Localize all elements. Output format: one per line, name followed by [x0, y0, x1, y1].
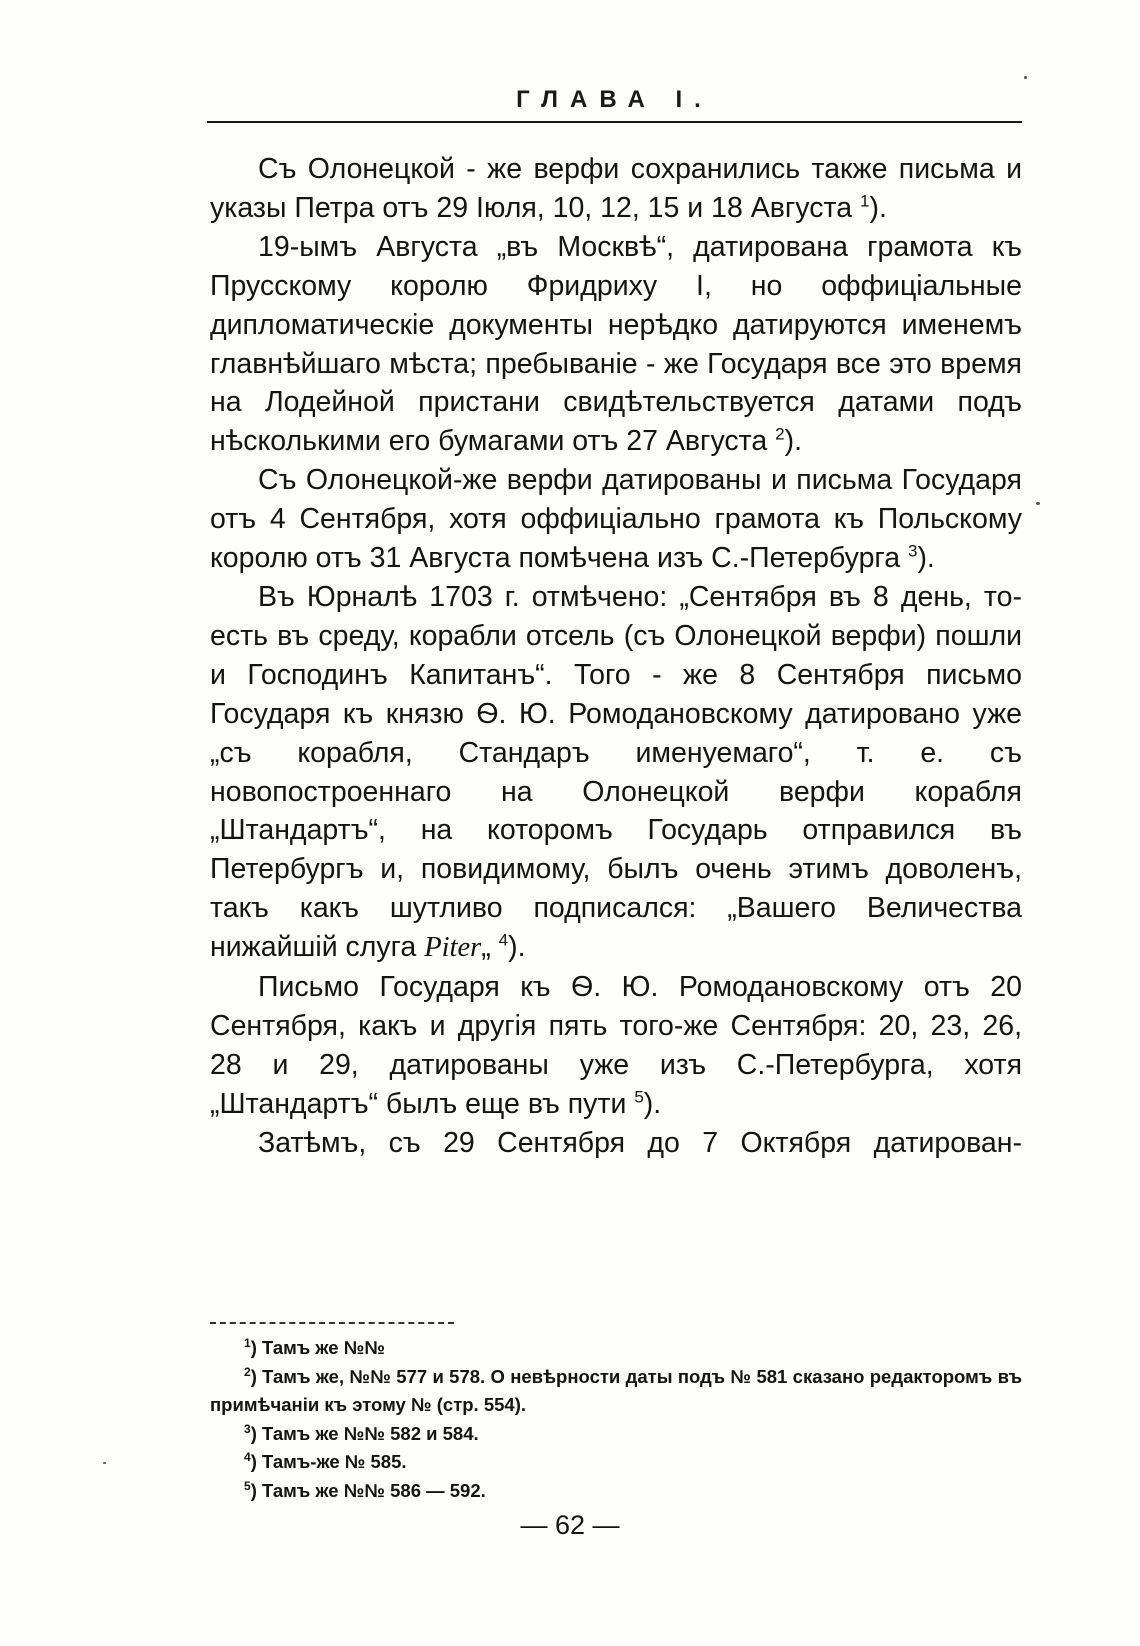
- footnote-ref: 5: [634, 1087, 644, 1107]
- paragraph-end: ).: [869, 191, 887, 224]
- footnote-mark: 2: [244, 1364, 251, 1379]
- paragraph-text: Съ Олонецкой - же верфи сохранились также письма и указы Петра отъ 29 Іюля, 10, 12, 15 и 18 Августа: [210, 153, 1022, 224]
- paragraph: [210, 461, 1022, 578]
- footnote: [210, 1477, 1022, 1506]
- footnote-mark: 1: [244, 1335, 251, 1350]
- signature-piter: Piter: [424, 932, 482, 964]
- paragraph: [210, 578, 1022, 968]
- page-number: — 62 —: [520, 1510, 620, 1540]
- header-rule: [207, 121, 1022, 123]
- paragraph-end: ).: [643, 1087, 662, 1120]
- paragraph-end: ).: [917, 542, 935, 575]
- footnote-text: ) Тамъ же, №№ 577 и 578. О невѣрности даты подъ № 581 сказано редакторомъ въ примѣчаніи къ этому № (стр. 554).: [210, 1365, 1022, 1415]
- closing-quote: „: [481, 931, 499, 964]
- footnote-ref: 2: [775, 424, 785, 444]
- footnote: [210, 1448, 1022, 1477]
- footnote-text: ) Тамъ-же № 585.: [250, 1451, 407, 1472]
- footnote-rule: [210, 1322, 454, 1324]
- footnote-mark: 4: [244, 1449, 251, 1464]
- paragraph: [210, 968, 1022, 1124]
- paragraph-text: Съ Олонецкой-же верфи датированы и письма Государя отъ 4 Сентября, хотя оффиціально грамота къ Польскому королю отъ 31 Августа помѣчена изъ С.-Петербурга: [210, 464, 1022, 575]
- footnotes: [210, 1334, 1022, 1505]
- paragraph-end: ).: [508, 931, 526, 964]
- paragraph: [210, 1124, 1022, 1163]
- footnote: [210, 1363, 1022, 1420]
- chapter-header: ГЛАВА I.: [516, 86, 713, 113]
- main-text: [210, 150, 1022, 1163]
- scan-speck: [1024, 76, 1027, 79]
- paragraph: [210, 228, 1022, 461]
- footnote-ref: 1: [859, 191, 870, 211]
- footnote-text: ) Тамъ же №№: [250, 1337, 385, 1358]
- paragraph: [210, 150, 1022, 228]
- paragraph-end: ).: [784, 425, 803, 458]
- footnote: [210, 1420, 1022, 1449]
- footnote-text: ) Тамъ же №№ 586 — 592.: [250, 1479, 486, 1501]
- paragraph-text: 19-ымъ Августа „въ Москвѣ“, датирована грамота къ Прусскому королю Фридриху I, но оффиціальные дипломатическіе документы нерѣдко датируются именемъ главнѣйшаго мѣста; пребываніе - же Государя все это время на Лодейной пристани свидѣтельствуется датами подъ нѣсколькими его бумагами отъ 27 Августа: [210, 230, 1022, 458]
- footnote-mark: 5: [244, 1478, 251, 1493]
- footnote-ref: 4: [498, 930, 509, 950]
- footnote-text: ) Тамъ же №№ 582 и 584.: [250, 1422, 479, 1444]
- paragraph-text: Затѣмъ, съ 29 Сентября до 7 Октября датирован-: [258, 1126, 1022, 1159]
- paragraph-text: Въ Юрналѣ 1703 г. отмѣчено: „Сентября въ 8 день, то-есть въ среду, корабли отсель (съ Олонецкой верфи) пошли и Господинъ Капитанъ“. Того - же 8 Сентября письмо Государя къ князю Ѳ. Ю. Ромодановскому датировано уже „съ корабля, Стандаръ именуемаго“, т. е. съ новопостроеннаго на Олонецкой верфи корабля „Штандартъ“, на которомъ Государь отправился въ Петербургъ и, повидимому, былъ очень этимъ доволенъ, такъ какъ шутливо подписался: „Вашего Величества нижайшій слуга: [210, 580, 1022, 964]
- scan-speck: [103, 1462, 106, 1464]
- paragraph-text: Письмо Государя къ Ѳ. Ю. Ромодановскому отъ 20 Сентября, какъ и другія пять того-же Сентября: 20, 23, 26, 28 и 29, датированы уже изъ С.-Петербурга, хотя „Штандартъ“ былъ еще въ пути: [210, 971, 1022, 1120]
- footnote-mark: 3: [244, 1421, 251, 1436]
- footnote-ref: 3: [907, 541, 918, 561]
- footnote: [210, 1334, 1022, 1363]
- scan-speck: [1036, 502, 1040, 505]
